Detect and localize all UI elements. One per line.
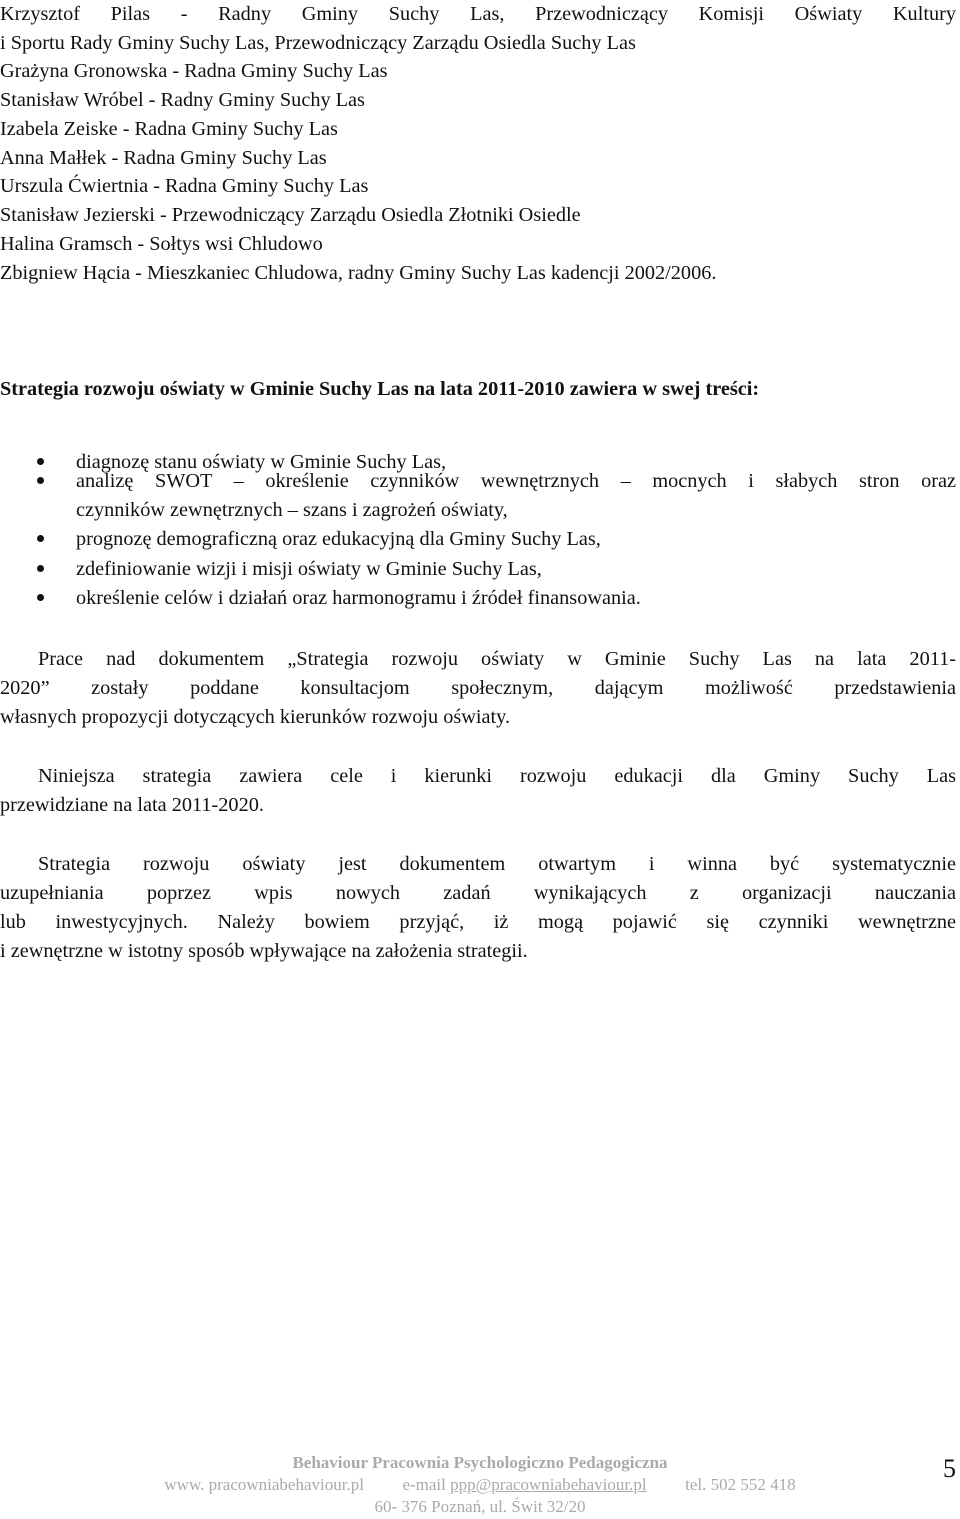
paragraph-line: własnych propozycji dotyczących kierunków rozwoju oświaty. <box>0 706 511 728</box>
member-line: Zbigniew Hącia - Mieszkaniec Chludowa, radny Gminy Suchy Las kadencji 2002/2006. <box>0 262 717 284</box>
paragraph-line: 2020” zostały poddane konsultacjom społecznym, dającym możliwość przedstawienia <box>0 677 956 699</box>
member-line: Stanisław Wróbel - Radny Gminy Suchy Las <box>0 89 365 111</box>
member-line: i Sportu Rady Gminy Suchy Las, Przewodniczący Zarządu Osiedla Suchy Las <box>0 32 636 54</box>
footer-email[interactable]: ppp@pracowniabehaviour.pl <box>450 1475 647 1494</box>
footer-title: Behaviour Pracownia Psychologiczno Pedagogiczna <box>292 1453 668 1472</box>
member-line: Urszula Ćwiertnia - Radna Gminy Suchy Las <box>0 175 369 197</box>
list-item-text: analizę SWOT – określenie czynników wewnętrznych – mocnych i słabych stron oraz <box>76 470 956 492</box>
paragraph-line: przewidziane na lata 2011-2020. <box>0 794 264 816</box>
paragraph-line: Niniejsza strategia zawiera cele i kierunki rozwoju edukacji dla Gminy Suchy Las <box>38 765 956 787</box>
member-line: Anna Małłek - Radna Gminy Suchy Las <box>0 147 327 169</box>
member-line: Stanisław Jezierski - Przewodniczący Zarządu Osiedla Złotniki Osiedle <box>0 204 581 226</box>
member-line: Grażyna Gronowska - Radna Gminy Suchy Las <box>0 60 388 82</box>
member-line: Halina Gramsch - Sołtys wsi Chludowo <box>0 233 323 255</box>
bullet-icon <box>37 535 44 542</box>
bullet-icon <box>37 458 44 465</box>
member-line: Krzysztof Pilas - Radny Gminy Suchy Las, Przewodniczący Komisji Oświaty Kultury <box>0 3 956 25</box>
member-line: Izabela Zeiske - Radna Gminy Suchy Las <box>0 118 338 140</box>
list-item-text: prognozę demograficzną oraz edukacyjną dla Gminy Suchy Las, <box>76 528 601 550</box>
footer-email-label: e-mail <box>402 1475 446 1494</box>
footer-address: 60- 376 Poznań, ul. Świt 32/20 <box>374 1497 586 1516</box>
list-item-text: określenie celów i działań oraz harmonogramu i źródeł finansowania. <box>76 587 641 609</box>
page-number: 5 <box>943 1454 956 1483</box>
footer-phone: tel. 502 552 418 <box>685 1475 796 1494</box>
paragraph-line: uzupełniania poprzez wpis nowych zadań wynikających z organizacji nauczania <box>0 882 956 904</box>
bullet-icon <box>37 565 44 572</box>
footer-contact <box>0 1474 960 1496</box>
list-item-text: zdefiniowanie wizji i misji oświaty w Gminie Suchy Las, <box>76 558 542 580</box>
paragraph-line: lub inwestycyjnych. Należy bowiem przyjąć, iż mogą pojawić się czynniki wewnętrzne <box>0 911 956 933</box>
paragraph-line: Prace nad dokumentem „Strategia rozwoju oświaty w Gminie Suchy Las na lata 2011- <box>38 648 956 670</box>
list-item-text: czynników zewnętrznych – szans i zagrożeń oświaty, <box>76 499 508 521</box>
bullet-icon <box>37 594 44 601</box>
paragraph-line: Strategia rozwoju oświaty jest dokumentem otwartym i winna być systematycznie <box>38 853 956 875</box>
bullet-icon <box>37 477 44 484</box>
paragraph-line: i zewnętrzne w istotny sposób wpływające na założenia strategii. <box>0 940 528 962</box>
footer-website[interactable]: www. pracowniabehaviour.pl <box>164 1475 364 1494</box>
list-item-text: diagnozę stanu oświaty w Gminie Suchy Las, <box>76 451 447 473</box>
strategy-heading: Strategia rozwoju oświaty w Gminie Suchy Las na lata 2011-2010 zawiera w swej treści: <box>0 378 760 400</box>
